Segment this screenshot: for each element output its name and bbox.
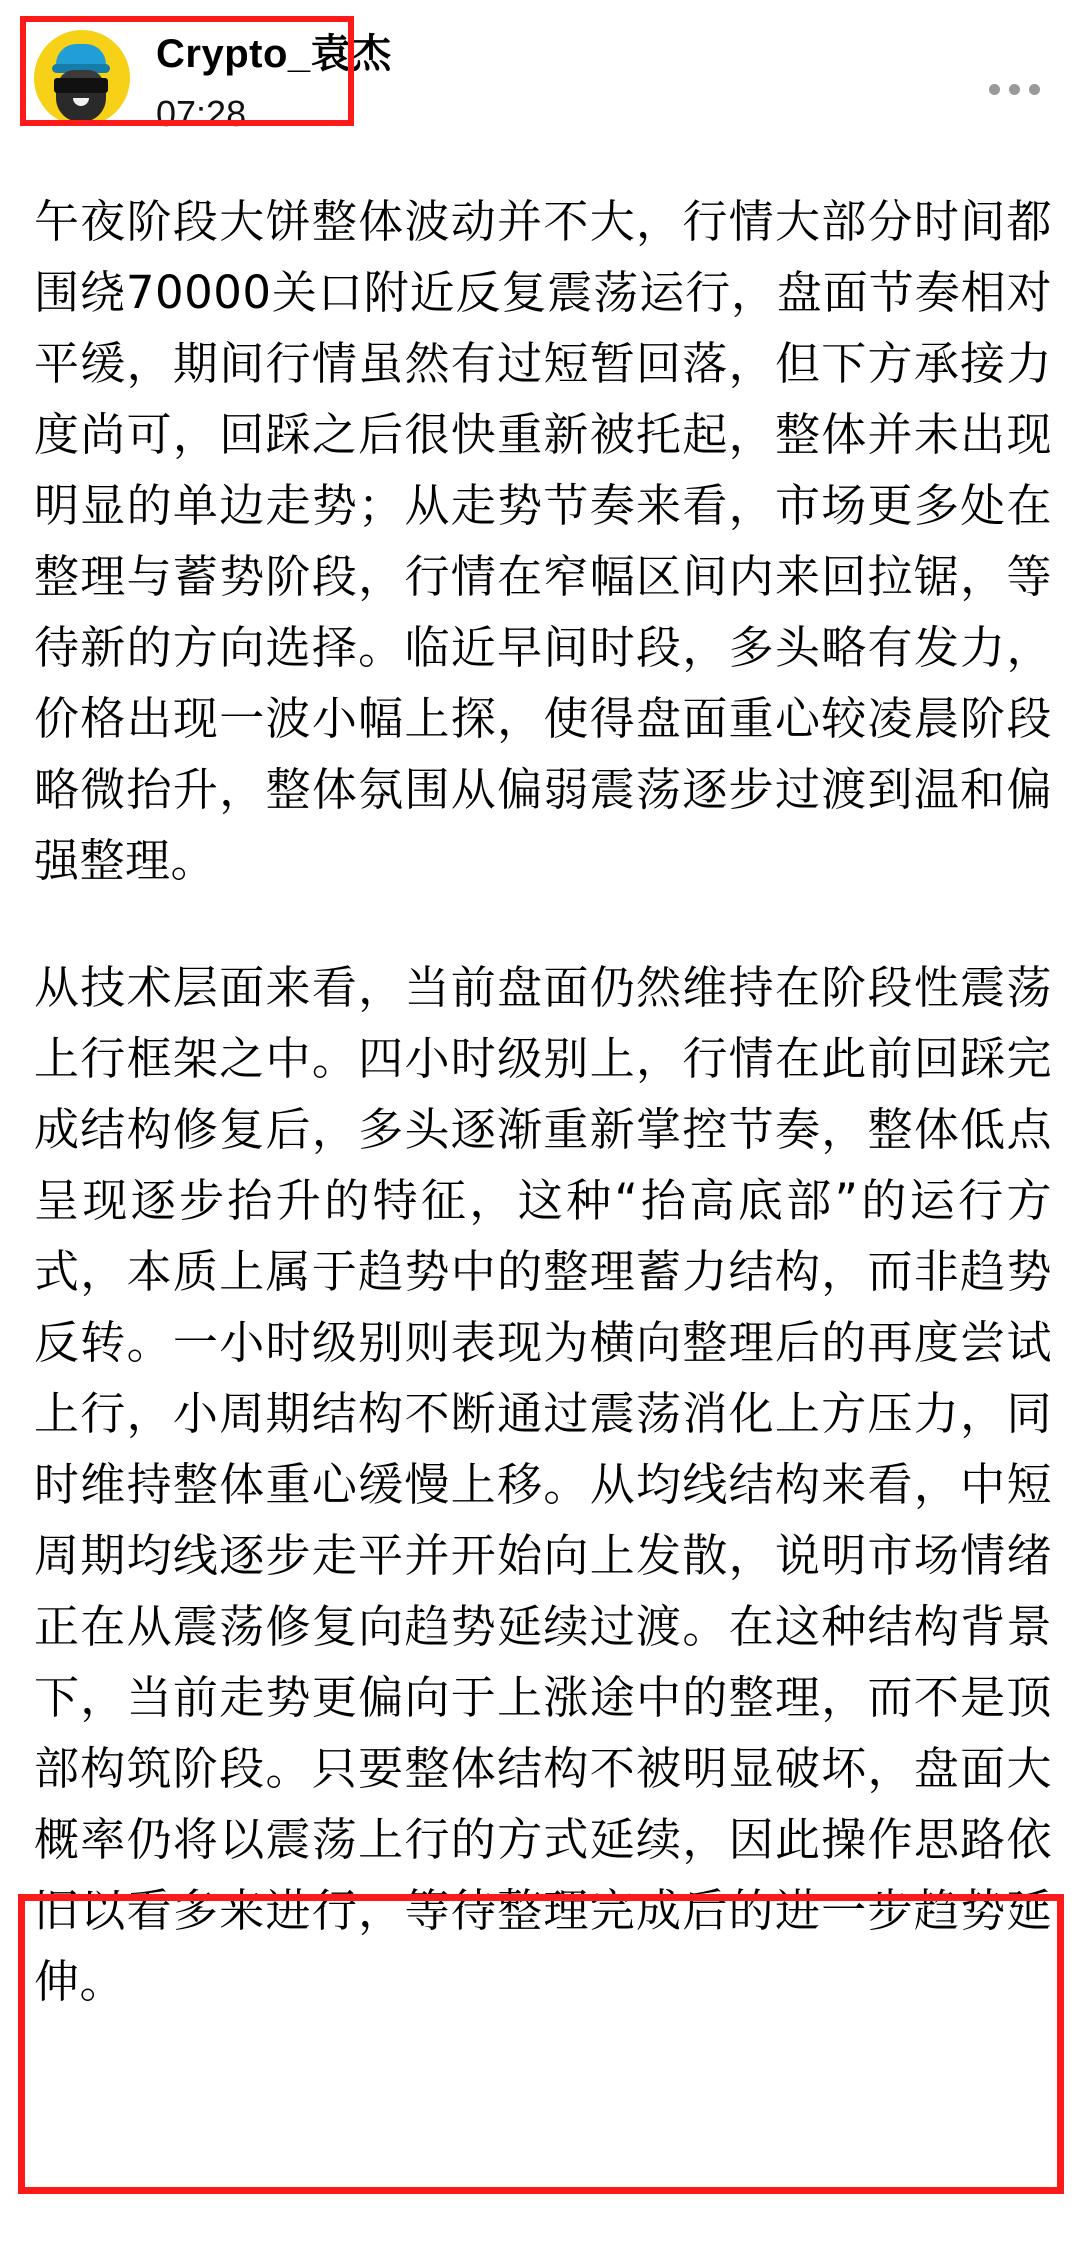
author-name[interactable]: Crypto_袁杰: [156, 32, 392, 76]
post-meta: [156, 26, 392, 134]
post-body: [0, 186, 1080, 2017]
avatar[interactable]: [34, 30, 130, 126]
avatar-beard-icon: [56, 92, 106, 122]
post-paragraph-2: 从技术层面来看，当前盘面仍然维持在阶段性震荡上行框架之中。四小时级别上，行情在此前回踩完成结构修复后，多头逐渐重新掌控节奏，整体低点呈现逐步抬升的特征，这种“抬高底部”的运行方式，本质上属于趋势中的整理蓄力结构，而非趋势反转。一小时级别则表现为横向整理后的再度尝试上行，小周期结构不断通过震荡消化上方压力，同时维持整体重心缓慢上移。从均线结构来看，中短周期均线逐步走平并开始向上发散，说明市场情绪正在从震荡修复向趋势延续过渡。在这种结构背景下，当前走势更偏向于上涨途中的整理，而不是顶部构筑阶段。只要整体结构不被明显破坏，盘面大概率仍将以震荡上行的方式延续，因此操作思路依旧以看多来进行，等待整理完成后的进一步趋势延伸。: [34, 961, 1052, 2008]
post-timestamp: 07:28: [156, 93, 247, 134]
post-header: [0, 0, 1080, 186]
more-dot-3: [1029, 84, 1040, 95]
avatar-glasses-icon: [54, 78, 108, 93]
more-options-icon[interactable]: [989, 84, 1040, 95]
more-dot-2: [1009, 84, 1020, 95]
more-dot-1: [989, 84, 1000, 95]
post-paragraph-1: 午夜阶段大饼整体波动并不大，行情大部分时间都围绕70000关口附近反复震荡运行，盘面节奏相对平缓，期间行情虽然有过短暂回落，但下方承接力度尚可，回踩之后很快重新被托起，整体并未出现明显的单边走势；从走势节奏来看，市场更多处在整理与蓄势阶段，行情在窄幅区间内来回拉锯，等待新的方向选择。临近早间时段，多头略有发力，价格出现一波小幅上探，使得盘面重心较凌晨阶段略微抬升，整体氛围从偏弱震荡逐步过渡到温和偏强整理。: [34, 195, 1052, 887]
